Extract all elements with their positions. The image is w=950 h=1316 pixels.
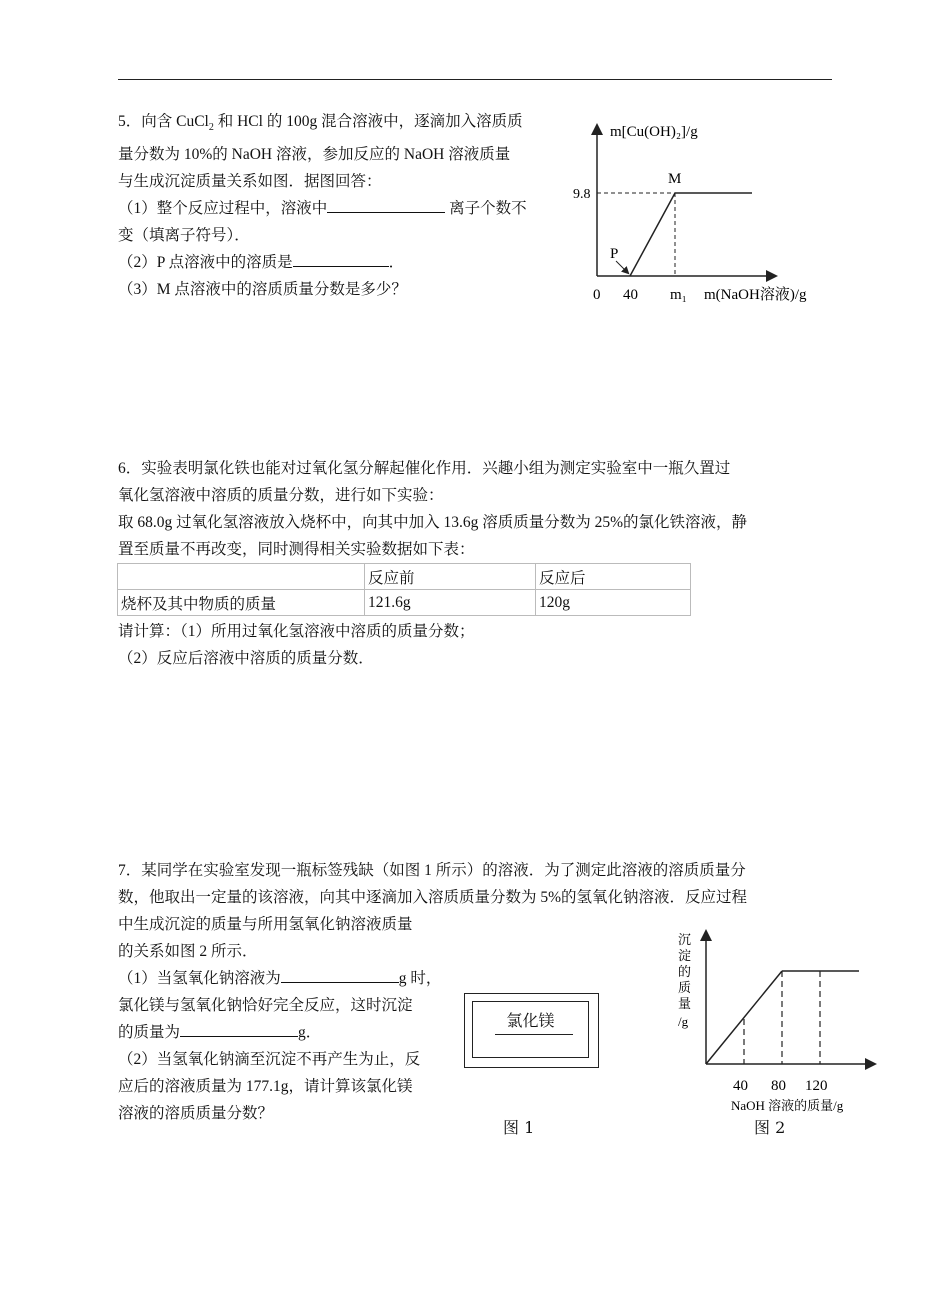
answer-blank-naoh-mass[interactable] xyxy=(281,966,399,983)
table-cell: 烧杯及其中物质的质量 xyxy=(118,590,365,616)
q5-chart xyxy=(573,112,842,312)
x-axis-label: NaOH 溶液的质量/g xyxy=(731,1098,844,1113)
q7-chart xyxy=(668,922,878,1120)
q6-data-table xyxy=(117,563,691,616)
q5-sub3: （3）M 点溶液中的溶质质量分数是多少？ xyxy=(118,281,407,299)
q7-line3: 中生成沉淀的质量与所用氢氧化钠溶液质量 xyxy=(118,916,413,933)
answer-blank-solute[interactable] xyxy=(293,250,389,267)
q7-sub1: （1）当氢氧化钠溶液为 g 时， xyxy=(118,965,468,992)
point-m-label: M xyxy=(668,171,682,187)
svg-text:的: 的 xyxy=(678,964,692,979)
label-text: 氯化镁 xyxy=(506,1011,555,1030)
table-row xyxy=(118,590,691,616)
q7-line2: 数，他取出一定量的该溶液，向其中逐滴加入溶质质量分数为 5%的氢氧化钠溶液．反应过程 xyxy=(118,889,748,906)
p-pointer xyxy=(616,261,628,273)
q7-line1: 7．某同学在实验室发现一瓶标签残缺（如图 1 所示）的溶液．为了测定此溶液的溶质质量分 xyxy=(118,862,746,879)
svg-text:淀: 淀 xyxy=(678,948,692,963)
fig1-caption: 图 1 xyxy=(503,1118,535,1137)
q6-line3: 取 68.0g 过氧化氢溶液放入烧杯中，向其中加入 13.6g 溶质质量分数为 25%的氯化铁溶液，静 xyxy=(118,514,748,531)
svg-text:量: 量 xyxy=(678,996,692,1011)
table-header-cell xyxy=(118,564,365,590)
header-rule xyxy=(118,79,832,80)
x-axis-label: m(NaOH溶液)/g xyxy=(704,287,807,303)
q7-subtext xyxy=(118,911,468,1127)
q7-line4: 的关系如图 2 所示． xyxy=(118,943,258,960)
q6-calc xyxy=(118,618,838,672)
svg-text:/g: /g xyxy=(678,1014,689,1029)
q7-sub1-end: 的质量为 g． xyxy=(118,1019,468,1046)
y-tick-label: 9.8 xyxy=(573,187,591,202)
q5-sub1-cont: 变（填离子符号）． xyxy=(118,227,250,245)
fig1-label-inner xyxy=(472,1001,589,1058)
q6-calc1: 请计算：（1）所用过氧化氢溶液中溶质的质量分数； xyxy=(118,623,475,640)
point-p-label: P xyxy=(610,246,619,262)
q7-text xyxy=(118,857,838,911)
q7-sub2-cont: 应后的溶液质量为 177.1g，请计算该氯化镁 xyxy=(118,1078,413,1095)
y-axis-label xyxy=(678,932,691,1029)
q7-sub2-end: 溶液的溶质质量分数？ xyxy=(118,1105,274,1122)
x-tick-label-120: 120 xyxy=(805,1078,828,1094)
table-header-cell: 反应前 xyxy=(365,564,536,590)
q7-sub2: （2）当氢氧化钠滴至沉淀不再产生为止，反 xyxy=(118,1051,421,1068)
q6-line4: 置至质量不再改变，同时测得相关实验数据如下表： xyxy=(118,541,475,558)
y-axis-label: m[Cu(OH)₂]/g xyxy=(610,124,698,140)
x-tick-label-40: 40 xyxy=(623,287,638,303)
origin-label: 0 xyxy=(593,287,601,303)
q5-line2: 量分数为 10%的 NaOH 溶液，参加反应的 NaOH 溶液质量 xyxy=(118,146,511,164)
answer-blank-precipitate[interactable] xyxy=(180,1020,298,1037)
fig1-label-box xyxy=(464,993,599,1068)
x-tick-label-m1: m₁ xyxy=(670,287,687,303)
q5-line1: 5．向含 CuCl$_2$ 和 HCl 的 100g 混合溶液中，逐滴加入溶质质 xyxy=(118,113,523,134)
q6-text xyxy=(118,455,838,563)
table-header-cell: 反应后 xyxy=(536,564,691,590)
rising-line xyxy=(630,193,675,276)
q6-calc2: （2）反应后溶液中溶质的质量分数． xyxy=(118,650,374,667)
table-cell: 121.6g xyxy=(365,590,536,616)
q6-line2: 氧化氢溶液中溶质的质量分数，进行如下实验： xyxy=(118,487,444,504)
label-underline xyxy=(495,1034,573,1035)
fig2-caption: 图 2 xyxy=(754,1118,786,1137)
q5-sub2: （2）P 点溶液中的溶质是 ． xyxy=(118,249,578,276)
table-header-row xyxy=(118,564,691,590)
svg-text:质: 质 xyxy=(678,980,692,995)
q5-text xyxy=(118,108,578,303)
x-tick-label-40: 40 xyxy=(733,1078,748,1094)
q6-line1: 6．实验表明氯化铁也能对过氧化氢分解起催化作用．兴趣小组为测定实验室中一瓶久置过 xyxy=(118,460,731,477)
q5-sub1: （1）整个反应过程中，溶液中 离子个数不 xyxy=(118,195,578,222)
q7-sub1-cont: 氯化镁与氢氧化钠恰好完全反应，这时沉淀 xyxy=(118,997,413,1014)
svg-text:沉: 沉 xyxy=(678,932,692,947)
table-cell: 120g xyxy=(536,590,691,616)
x-tick-label-80: 80 xyxy=(771,1078,786,1094)
answer-blank-ion[interactable] xyxy=(327,196,445,213)
q5-line3: 与生成沉淀质量关系如图．据图回答： xyxy=(118,173,382,191)
